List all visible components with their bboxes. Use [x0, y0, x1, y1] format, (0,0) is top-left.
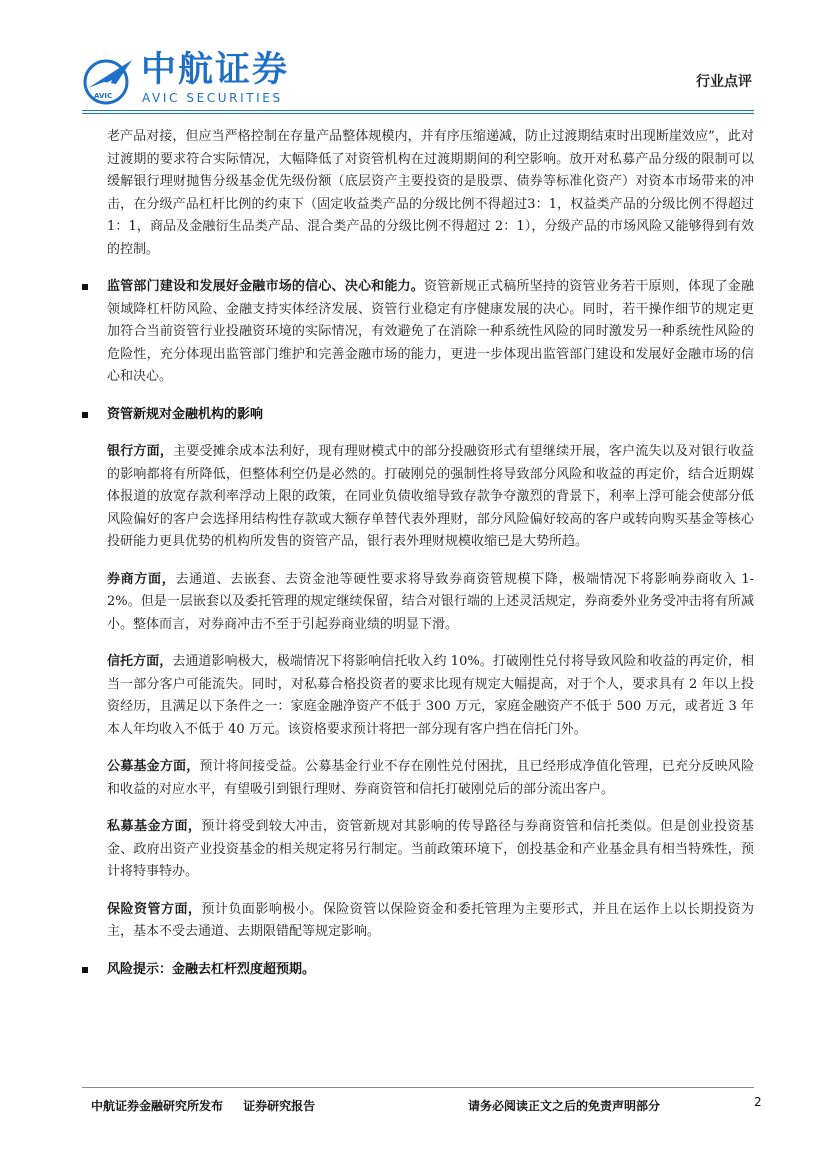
intro-paragraph: 老产品对接，但应当严格控制在存量产品整体规模内，并有序压缩递减，防止过渡期结束时出现断崖效应”，此对过渡期的要求符合实际情况，大幅降低了对资管机构在过渡期期间的利空影响。放开对私募产品分级的限制可以缓解银行理财抛售分级基金优先级份额（底层资产主要投资的是股票、债券等标准化资产）对资本市场带来的冲击，在分级产品杠杆比例的约束下（固定收益类产品的分级比例不得超过3：1，权益类产品的分级比例不得超过 1：1，商品及金融衍生品类产品、混合类产品的分级比例不得超过 2：1），分级产品的市场风险又能够得到有效的控制。 [107, 129, 754, 257]
section-title: 私募基金方面， [107, 819, 202, 834]
section-private-fund [107, 816, 754, 884]
section-text: 去通道影响极大，极端情况下将影响信托收入约 10%。打破刚性兑付将导致风险和收益的再定价，相当一部分客户可能流失。同时，对私募合格投资者的要求比现有规定大幅提高，对于个人，要求具有 2 年以上投资经历，且满足以下条件之一：家庭金融净资产不低于 300 万元，家庭金融资产不低于 500 万元，或者近 3 年本人年均收入不低于 40 万元。该资格要求预计将把一部分现有客户挡在信托门外。 [107, 654, 754, 737]
bullet-square-icon [82, 967, 88, 973]
risk-warning: 风险提示：金融去杠杆烈度超预期。 [107, 961, 316, 977]
footer-rule [82, 1087, 754, 1088]
section-text: 预计负面影响极小。保险资管以保险资金和委托管理为主要形式，并且在运作上以长期投资为主，基本不受去通道、去期限错配等规定影响。 [107, 901, 754, 939]
header-rule-2 [82, 113, 754, 114]
bullet-title: 监管部门建设和发展好金融市场的信心、决心和能力。 [107, 279, 424, 294]
bullet-regulator-confidence [82, 276, 754, 389]
footer-disclaimer: 请务必阅读正文之后的免责声明部分 [468, 1099, 661, 1113]
section-title: 保险资管方面， [107, 901, 202, 917]
logo-badge-text: AVIC [94, 92, 113, 100]
company-logo-en: AVIC SECURITIES [142, 91, 283, 105]
bullet-paragraph [107, 276, 754, 389]
section-broker [107, 569, 754, 637]
footer-publisher: 中航证券金融研究所发布 证券研究报告 [91, 1099, 316, 1113]
report-type: 行业点评 [696, 74, 752, 90]
section-title: 银行方面， [107, 444, 174, 459]
section-bank [107, 441, 754, 554]
page-number: 2 [754, 1095, 762, 1109]
bullet-square-icon [82, 412, 88, 418]
company-logo-cn: 中航证券 [141, 50, 290, 90]
section-text: 主要受摊余成本法利好，现有理财模式中的部分投融资形式有望继续开展，客户流失以及对银行收益的影响都将有所降低，但整体利空仍是必然的。打破刚兑的强制性将导致部分风险和收益的再定价，结合近期媒体报道的放宽存款利率浮动上限的政策，在同业负债收缩导致存款争夺激烈的背景下，利率上浮可能会使部分低风险偏好的客户会选择用结构性存款或大额存单替代表外理财，部分风险偏好较高的客户或转向购买基金等核心投研能力更具优势的机构所发售的资管产品，银行表外理财规模收缩已是大势所趋。 [107, 444, 754, 549]
section-title: 券商方面， [107, 571, 176, 587]
section-trust [107, 651, 754, 741]
avic-wing-icon [82, 54, 134, 106]
section-insurance [107, 899, 754, 944]
bullet-square-icon [82, 284, 88, 290]
section-title: 信托方面， [107, 654, 173, 669]
page-header [0, 0, 827, 112]
bullet-risk-warning [82, 959, 754, 982]
section-title: 公募基金方面， [107, 759, 200, 774]
section-heading: 资管新规对金融机构的影响 [107, 406, 264, 422]
bullet-text: 资管新规正式稿所坚持的资管业务若干原则，体现了金融领域降杠杆防风险、金融支持实体经济发展、资管行业稳定有序健康发展的决心。同时，若干操作细节的规定更加符合当前资管行业投融资环境的实际情况，有效避免了在消除一种系统性风险的同时激发另一种系统性风险的危险性，充分体现出监管部门维护和完善金融市场的能力，更进一步体现出监管部门建设和发展好金融市场的信心和决心。 [107, 279, 754, 384]
section-text: 预计将间接受益。公募基金行业不存在刚性兑付困扰，且已经形成净值化管理，已充分反映风险和收益的对应水平，有望吸引到银行理财、券商资管和信托打破刚兑后的部分流出客户。 [107, 759, 754, 797]
bullet-financial-institutions [82, 404, 754, 427]
document-body [82, 126, 754, 996]
section-public-fund [107, 756, 754, 801]
section-text: 预计将受到较大冲击，资管新规对其影响的传导路径与券商资管和信托类似。但是创业投资基金、政府出资产业投资基金的相关规定将另行制定。当前政策环境下，创投基金和产业基金具有相当特殊性，预计将特事特办。 [107, 819, 754, 879]
section-text: 去通道、去嵌套、去资金池等硬性要求将导致券商资管规模下降，极端情况下将影响券商收入 1-2%。但是一层嵌套以及委托管理的规定继续保留，结合对银行端的上述灵活规定，券商委外业务受冲击将有所减小。整体而言，对券商冲击不至于引起券商业绩的明显下滑。 [107, 571, 754, 632]
header-rule [82, 110, 754, 111]
